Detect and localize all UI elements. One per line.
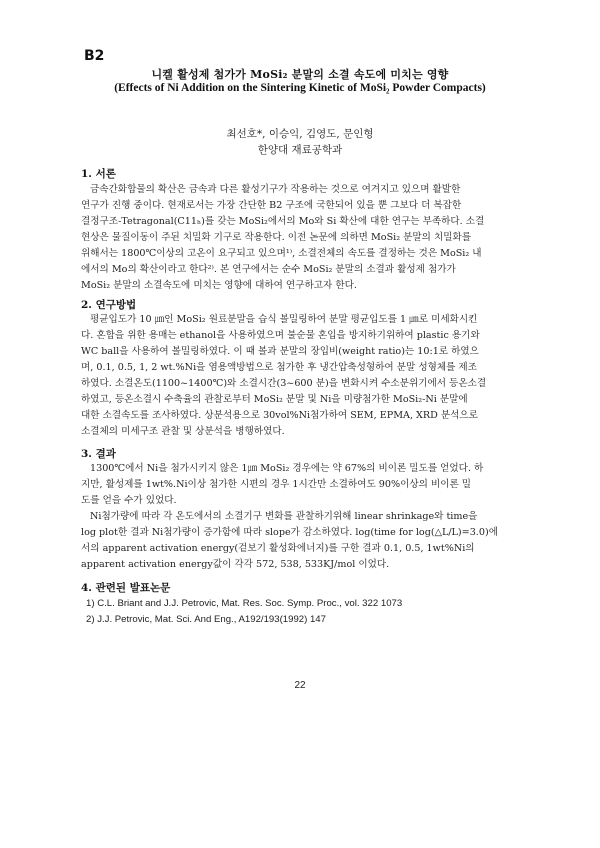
title-english: (Effects of Ni Addition on the Sintering Kinetic of MoSi₂ Powder Compacts) [114, 82, 486, 94]
body-line: 다. 혼합을 위한 용매는 ethanol을 사용하였으며 불순물 혼입을 방지하기위하여 plastic 용기와 [81, 330, 480, 341]
body-line: MoSi₂ 분말의 소결속도에 미치는 영향에 대하여 연구하고자 한다. [81, 280, 357, 291]
body-line: 연구가 진행 중이다. 현재로서는 가장 간단한 B2 구조에 국한되어 있을 뿐 그보다 더 복잡한 [81, 200, 462, 211]
abstract-code: B2 [84, 48, 105, 64]
body-line: WC ball을 사용하여 볼밀링하였다. 이 때 볼과 분말의 장입비(weight ratio)는 10:1로 하였으 [81, 346, 479, 357]
body-line: apparent activation energy값이 각각 572, 538, 533KJ/mol 이었다. [81, 559, 390, 570]
body-line: 결정구조-Tetragonal(C11ₕ)를 갖는 MoSi₂에서의 Mo와 Si 확산에 대한 연구는 부족하다. 소결 [81, 216, 485, 227]
page-number: 22 [294, 680, 306, 691]
section-heading-methods: 2. 연구방법 [81, 299, 137, 311]
body-line: 위해서는 1800℃이상의 고온이 요구되고 있으며¹⁾, 소결전체의 속도를 결정하는 것은 MoSi₂ 내 [81, 248, 482, 259]
section-heading-related-publications: 4. 관련된 발표논문 [81, 582, 171, 594]
body-line: 1300℃에서 Ni을 첨가시키지 않은 1㎛ MoSi₂ 경우에는 약 67%의 비이론 밀도를 얻었다. 하 [90, 463, 484, 474]
section-body-introduction [81, 182, 521, 294]
section-body-methods [81, 312, 521, 440]
body-line: 금속간화합물의 확산은 금속과 다른 활성기구가 작용하는 것으로 여겨지고 있으며 활발한 [90, 184, 461, 195]
author-list: 최선호*, 이승익, 김영도, 문인형 [226, 128, 374, 140]
body-line: 하였다. 소결온도(1100~1400℃)와 소결시간(3~600 분)을 변화시켜 수소분위기에서 등온소결 [81, 378, 487, 389]
body-line: 하였고, 등온소결시 수축율의 관찰로부터 MoSi₂ 분말 및 Ni을 미량첨가한 MoSi₂-Ni 분말에 [81, 394, 468, 405]
body-line: log plot한 결과 Ni첨가량이 증가함에 따라 slope가 감소하였다. log(time for log(△L/L)=3.0)에 [81, 527, 498, 538]
body-line: Ni첨가량에 따라 각 온도에서의 소결기구 변화를 관찰하기위해 linear shrinkage와 time을 [90, 511, 478, 522]
reference-item: 2) J.J. Petrovic, Mat. Sci. And Eng., A192/193(1992) 147 [86, 614, 326, 625]
body-line: 에서의 Mo의 확산이라고 한다²⁾. 본 연구에서는 순수 MoSi₂ 분말의 소결과 활성제 첨가가 [81, 264, 456, 275]
section-heading-introduction: 1. 서론 [81, 168, 116, 180]
body-line: 서의 apparent activation energy(겉보기 활성화에너지)를 구한 결과 0.1, 0.5, 1wt%Ni의 [81, 543, 475, 554]
body-line: 며, 0.1, 0.5, 1, 2 wt.%Ni을 염용액방법으로 첨가한 후 냉간압축성형하여 분말 성형체를 제조 [81, 362, 477, 373]
section-heading-results: 3. 결과 [81, 448, 116, 460]
body-line: 도를 얻을 수가 있었다. [81, 495, 177, 506]
body-line: 현상은 물질이동이 주된 치밀화 기구로 작용한다. 이전 논문에 의하면 MoSi₂ 분말의 치밀화를 [81, 232, 472, 243]
section-body-results [81, 461, 521, 573]
body-line: 지만, 활성제를 1wt%.Ni이상 첨가한 시편의 경우 1시간만 소결하여도 90%이상의 비이론 밀 [81, 479, 472, 490]
body-line: 소결체의 미세구조 관찰 및 상분석을 병행하였다. [81, 426, 285, 437]
title-korean: 니켈 활성제 첨가가 MoSi₂ 분말의 소결 속도에 미치는 영향 [151, 68, 449, 81]
body-line: 대한 소결속도를 조사하였다. 상분석용으로 30vol%Ni첨가하여 SEM, EPMA, XRD 분석으로 [81, 410, 478, 421]
body-line: 평균입도가 10 ㎛인 MoSi₂ 원료분말을 습식 볼밀링하여 분말 평균입도를 1 ㎛로 미세화시킨 [90, 314, 478, 325]
reference-item: 1) C.L. Briant and J.J. Petrovic, Mat. Res. Soc. Symp. Proc., vol. 322 1073 [86, 598, 403, 609]
affiliation: 한양대 재료공학과 [257, 144, 343, 156]
